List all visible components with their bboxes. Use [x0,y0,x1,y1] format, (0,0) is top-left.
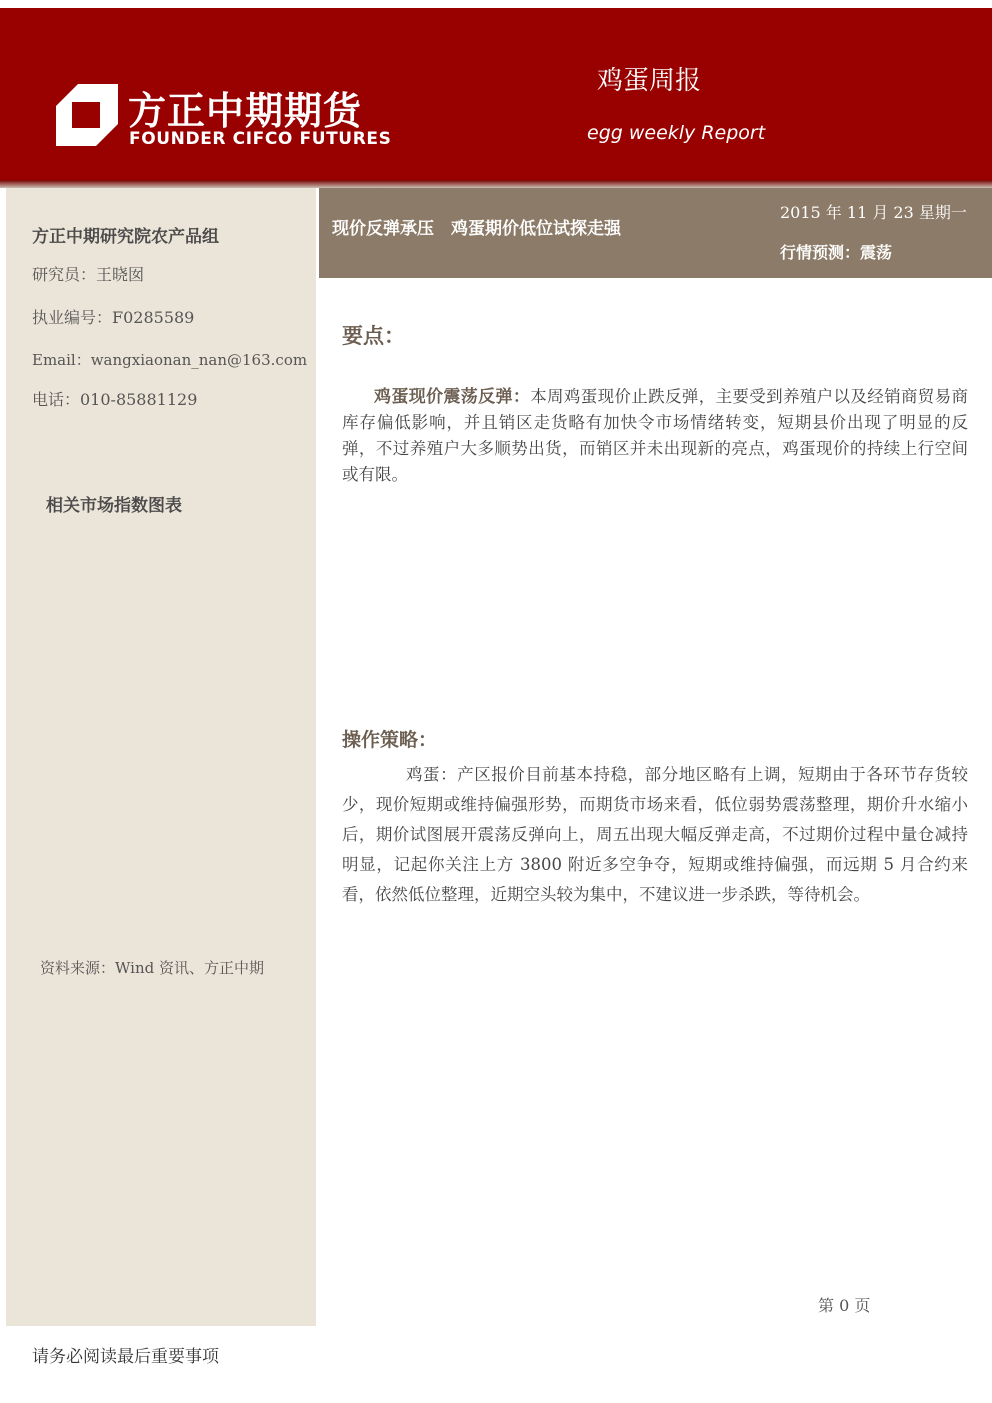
report-headline: 现价反弹承压 鸡蛋期价低位试探走强 [332,219,621,239]
keypoints-heading: 要点： [342,324,405,348]
keypoints-lead: 鸡蛋现价震荡反弹： [374,387,531,407]
contact-email: Email：wangxiaonan_nan@163.com [32,351,308,369]
researcher-name: 研究员：王晓囡 [32,265,145,284]
data-source: 资料来源：Wind 资讯、方正中期 [40,959,264,977]
report-subtitle: egg weekly Report [587,122,766,144]
research-group: 方正中期研究院农产品组 [32,227,219,247]
strategy-heading: 操作策略： [342,729,438,751]
company-name-cn: 方正中期期货 [128,89,363,133]
license-number: 执业编号：F0285589 [32,308,195,327]
disclaimer-note: 请务必阅读最后重要事项 [32,1347,219,1367]
founder-logo-icon [56,84,118,146]
report-date: 2015 年 11 月 23 星期一 [780,203,967,222]
page-number: 第 0 页 [818,1296,871,1315]
strategy-paragraph: 鸡蛋：产区报价目前基本持稳，部分地区略有上调，短期由于各环节存货较少，现价短期或维持偏强形势，而期货市场来看，低位弱势震荡整理，期价升水缩小后，期价试图展开震荡反弹向上，周五出现大幅反弹走高，不过期价过程中量仓减持明显，记起你关注上方 3800 附近多空争夺，短期或维持偏强，而远期 5 月合约来看，依然低位整理，近期空头较为集中，不建议进一步杀跌，等待机会。 [342,765,968,904]
market-forecast: 行情预测：震荡 [780,243,893,262]
company-name-en: FOUNDER CIFCO FUTURES [129,129,392,149]
contact-phone: 电话：010-85881129 [32,390,198,409]
report-title: 鸡蛋周报 [597,66,702,96]
keypoints-body: 本周鸡蛋现价止跌反弹，主要受到养殖户以及经销商贸易商库存偏低影响，并且销区走货略有加快令市场情绪转变，短期县价出现了明显的反弹，不过养殖户大多顺势出货，而销区并未出现新的亮点，鸡蛋现价的持续上行空间或有限。 [342,387,969,484]
keypoints-paragraph [342,384,968,488]
header-divider [0,180,992,188]
market-charts-heading: 相关市场指数图表 [46,496,182,516]
